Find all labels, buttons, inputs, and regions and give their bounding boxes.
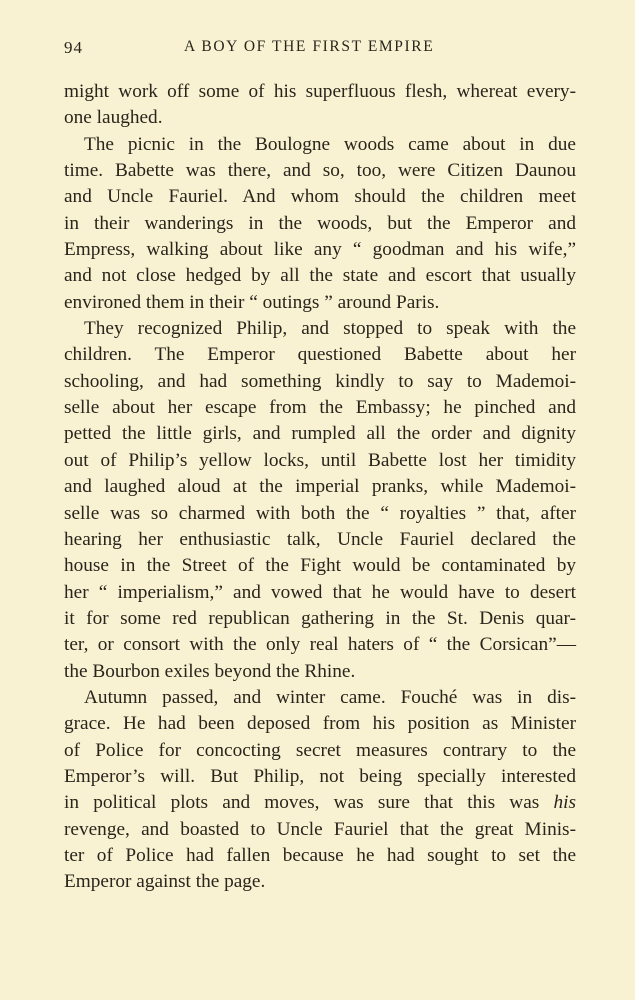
text-line: environed them in their “ outings ” around Paris. (64, 291, 440, 313)
text-line-with-italic (64, 790, 576, 816)
text-line: ter of Police had fallen because he had sought to set the (64, 844, 576, 866)
body-text (64, 79, 576, 896)
text-line: and laughed aloud at the imperial pranks, while Mademoi- (64, 476, 576, 498)
text-line: might work off some of his superfluous flesh, whereat every- (64, 81, 576, 102)
page-number: 94 (64, 38, 83, 57)
text-line: They recognized Philip, and stopped to speak with the (84, 318, 576, 340)
text-line: grace. He had been deposed from his position as Minister (64, 713, 576, 735)
text-line: selle was so charmed with both the “ royalties ” that, after (64, 502, 576, 524)
text-line: it for some red republican gathering in the St. Denis quar- (64, 607, 576, 629)
text-line: out of Philip’s yellow locks, until Babette lost her timidity (64, 449, 576, 471)
text-line: time. Babette was there, and so, too, were Citizen Daunou (64, 160, 576, 182)
text-line: children. The Emperor questioned Babette about her (64, 344, 576, 366)
text-line: of Police for concocting secret measures contrary to the (64, 739, 576, 761)
text-line: and Uncle Fauriel. And whom should the children meet (64, 186, 576, 208)
text-line: and not close hedged by all the state and escort that usually (64, 265, 576, 287)
text-line: petted the little girls, and rumpled all the order and dignity (64, 423, 576, 445)
text-line: one laughed. (64, 107, 163, 129)
text-line: selle about her escape from the Embassy; he pinched and (64, 397, 576, 419)
text-line: Autumn passed, and winter came. Fouché was in dis- (84, 686, 576, 708)
running-title: A BOY OF THE FIRST EMPIRE (184, 38, 435, 55)
text-span: in political plots and moves, was sure that this was (64, 792, 540, 814)
text-line: in their wanderings in the woods, but the Emperor and (64, 212, 576, 234)
text-line: The picnic in the Boulogne woods came about in due (84, 133, 576, 155)
text-line: hearing her enthusiastic talk, Uncle Fauriel declared the (64, 528, 576, 550)
page-header (64, 38, 572, 60)
text-line: Empress, walking about like any “ goodman and his wife,” (64, 239, 576, 261)
text-line: her “ imperialism,” and vowed that he would have to desert (64, 581, 576, 603)
text-line: Emperor against the page. (64, 871, 266, 893)
text-line: schooling, and had something kindly to say to Mademoi- (64, 370, 576, 392)
italic-word: his (553, 792, 576, 814)
text-line: revenge, and boasted to Uncle Fauriel that the great Minis- (64, 818, 576, 840)
text-line: Emperor’s will. But Philip, not being specially interested (64, 765, 576, 787)
text-line: the Bourbon exiles beyond the Rhine. (64, 660, 356, 682)
text-line: ter, or consort with the only real haters of “ the Corsican”— (64, 634, 576, 656)
text-line: house in the Street of the Fight would be contaminated by (64, 555, 576, 577)
